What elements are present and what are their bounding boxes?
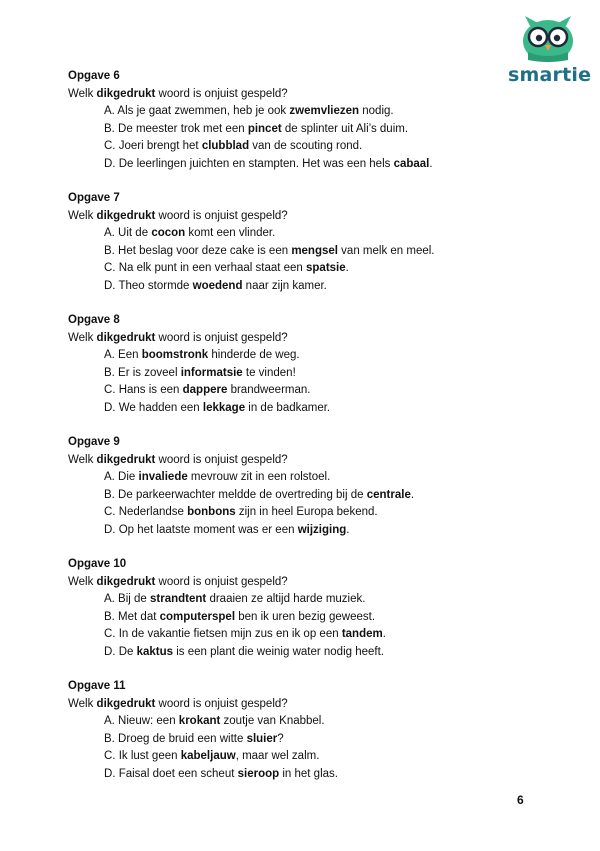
bold-word: dikgedrukt [96, 331, 156, 344]
answer-option [68, 591, 528, 609]
text-segment: Welk [68, 575, 97, 588]
text-segment: Welk [68, 209, 97, 222]
answer-option [68, 522, 528, 540]
bold-word: cocon [151, 227, 186, 239]
answer-option [68, 626, 528, 644]
bold-word: mengsel [291, 244, 338, 257]
bold-word: sieroop [237, 767, 280, 780]
text-segment: in de badkamer. [245, 401, 331, 414]
question-list [68, 68, 528, 800]
text-segment: nodig. [359, 105, 394, 117]
text-segment: woord is onjuist gespeld? [155, 209, 288, 222]
text-segment: ? [277, 732, 284, 745]
text-segment: C. Nederlandse [104, 506, 188, 518]
question-prompt [68, 574, 528, 592]
text-segment: te vinden! [242, 366, 296, 379]
bold-word: cabaal [393, 157, 430, 170]
answer-option [68, 400, 528, 418]
text-segment: C. Ik lust geen [104, 750, 181, 762]
bold-word: krokant [178, 715, 221, 727]
text-segment: brandweerman. [227, 384, 311, 396]
text-segment: van melk en meel. [337, 244, 435, 257]
text-segment: hinderde de weg. [208, 349, 300, 361]
text-segment: D. De [104, 645, 137, 658]
owl-icon [508, 14, 588, 64]
text-segment: Welk [68, 331, 97, 344]
bold-word: tandem [341, 628, 383, 640]
text-segment: naar zijn kamer. [242, 279, 327, 292]
answer-option [68, 713, 528, 731]
bold-word: zwemvliezen [289, 105, 360, 117]
text-segment: B. Droeg de bruid een witte [104, 732, 247, 745]
text-segment: ben ik uren bezig geweest. [235, 610, 376, 623]
text-segment: B. Het beslag voor deze cake is een [104, 244, 292, 257]
text-segment: woord is onjuist gespeld? [155, 453, 288, 466]
question-title: Opgave 11 [68, 680, 126, 692]
bold-word: dikgedrukt [96, 87, 156, 100]
answer-option [68, 766, 528, 784]
bold-word: dikgedrukt [96, 453, 156, 466]
text-segment: A. Nieuw: een [104, 715, 179, 727]
bold-word: dikgedrukt [96, 575, 156, 588]
answer-option [68, 365, 528, 383]
bold-word: dikgedrukt [96, 209, 156, 222]
answer-option [68, 382, 528, 400]
text-segment: D. De leerlingen juichten en stampten. Het was een hels [104, 157, 394, 170]
bold-word: pincet [247, 122, 282, 135]
text-segment: A. Bij de [104, 593, 151, 605]
question-prompt [68, 696, 528, 714]
text-segment: . [346, 523, 350, 536]
text-segment: B. De meester trok met een [104, 122, 248, 135]
bold-word: computerspel [159, 610, 236, 623]
answer-option [68, 243, 528, 261]
text-segment: C. In de vakantie fietsen mijn zus en ik op een [104, 628, 342, 640]
text-segment: woord is onjuist gespeld? [155, 575, 288, 588]
answer-option [68, 260, 528, 278]
bold-word: invaliede [138, 471, 188, 483]
question-title: Opgave 7 [68, 192, 120, 204]
text-segment: A. Die [104, 471, 139, 483]
answer-option [68, 278, 528, 296]
bold-word: lekkage [202, 401, 246, 414]
brand-name: smartie [508, 64, 592, 86]
text-segment: woord is onjuist gespeld? [155, 697, 288, 710]
answer-option [68, 731, 528, 749]
text-segment: C. Hans is een [104, 384, 183, 396]
bold-word: dappere [182, 384, 228, 396]
text-segment: , maar wel zalm. [235, 750, 320, 762]
text-segment: B. Met dat [104, 610, 160, 623]
text-segment: B. De parkeerwachter meldde de overtreding bij de [104, 488, 367, 501]
text-segment: van de scouting rond. [249, 140, 363, 152]
text-segment: C. Na elk punt in een verhaal staat een [104, 262, 307, 274]
question-block [68, 434, 528, 539]
text-segment: is een plant die weinig water nodig heeft. [173, 645, 385, 658]
bold-word: centrale [366, 488, 411, 501]
page-number: 6 [517, 793, 524, 807]
bold-word: kaktus [136, 645, 174, 658]
bold-word: clubblad [201, 140, 250, 152]
text-segment: Welk [68, 697, 97, 710]
answer-option [68, 748, 528, 766]
text-segment: zijn in heel Europa bekend. [235, 506, 378, 518]
text-segment: D. Faisal doet een scheut [104, 767, 238, 780]
question-prompt [68, 452, 528, 470]
answer-option [68, 347, 528, 365]
text-segment: . [429, 157, 433, 170]
answer-option [68, 487, 528, 505]
bold-word: dikgedrukt [96, 697, 156, 710]
text-segment: woord is onjuist gespeld? [155, 87, 288, 100]
text-segment: D. Theo stormde [104, 279, 193, 292]
text-segment: mevrouw zit in een rolstoel. [187, 471, 331, 483]
text-segment: komt een vlinder. [185, 227, 276, 239]
answer-option [68, 609, 528, 627]
text-segment: A. Uit de [104, 227, 152, 239]
question-block [68, 312, 528, 417]
question-prompt [68, 208, 528, 226]
text-segment: . [410, 488, 415, 501]
text-segment: A. Een [104, 349, 142, 361]
bold-word: wijziging [297, 523, 347, 536]
text-segment: woord is onjuist gespeld? [155, 331, 288, 344]
bold-word: woedend [192, 279, 243, 292]
text-segment: zoutje van Knabbel. [220, 715, 325, 727]
bold-word: strandtent [150, 593, 207, 605]
text-segment: D. We hadden een [104, 401, 203, 414]
question-prompt [68, 86, 528, 104]
text-segment: Welk [68, 453, 97, 466]
text-segment: A. Als je gaat zwemmen, heb je ook [104, 105, 290, 117]
question-block [68, 556, 528, 661]
answer-option [68, 469, 528, 487]
answer-option [68, 121, 528, 139]
text-segment: de splinter uit Ali’s duim. [281, 122, 409, 135]
answer-option [68, 504, 528, 522]
answer-option [68, 644, 528, 662]
question-block [68, 190, 528, 295]
bold-word: sluier [246, 732, 278, 745]
question-title: Opgave 9 [68, 436, 120, 448]
text-segment: Welk [68, 87, 97, 100]
question-title: Opgave 6 [68, 70, 120, 82]
question-block [68, 678, 528, 783]
bold-word: spatsie [306, 262, 346, 274]
bold-word: bonbons [187, 506, 236, 518]
answer-option [68, 103, 528, 121]
answer-option [68, 138, 528, 156]
question-prompt [68, 330, 528, 348]
text-segment: in het glas. [279, 767, 338, 780]
bold-word: informatsie [180, 366, 243, 379]
text-segment: . [345, 262, 349, 274]
question-title: Opgave 10 [68, 558, 127, 570]
text-segment: C. Joeri brengt het [104, 140, 202, 152]
text-segment: draaien ze altijd harde muziek. [206, 593, 366, 605]
question-block [68, 68, 528, 173]
answer-option [68, 156, 528, 174]
question-title: Opgave 8 [68, 314, 120, 326]
text-segment: B. Er is zoveel [104, 366, 181, 379]
bold-word: boomstronk [141, 349, 209, 361]
bold-word: kabeljauw [180, 750, 236, 762]
answer-option [68, 225, 528, 243]
text-segment: D. Op het laatste moment was er een [104, 523, 298, 536]
text-segment: . [382, 628, 386, 640]
